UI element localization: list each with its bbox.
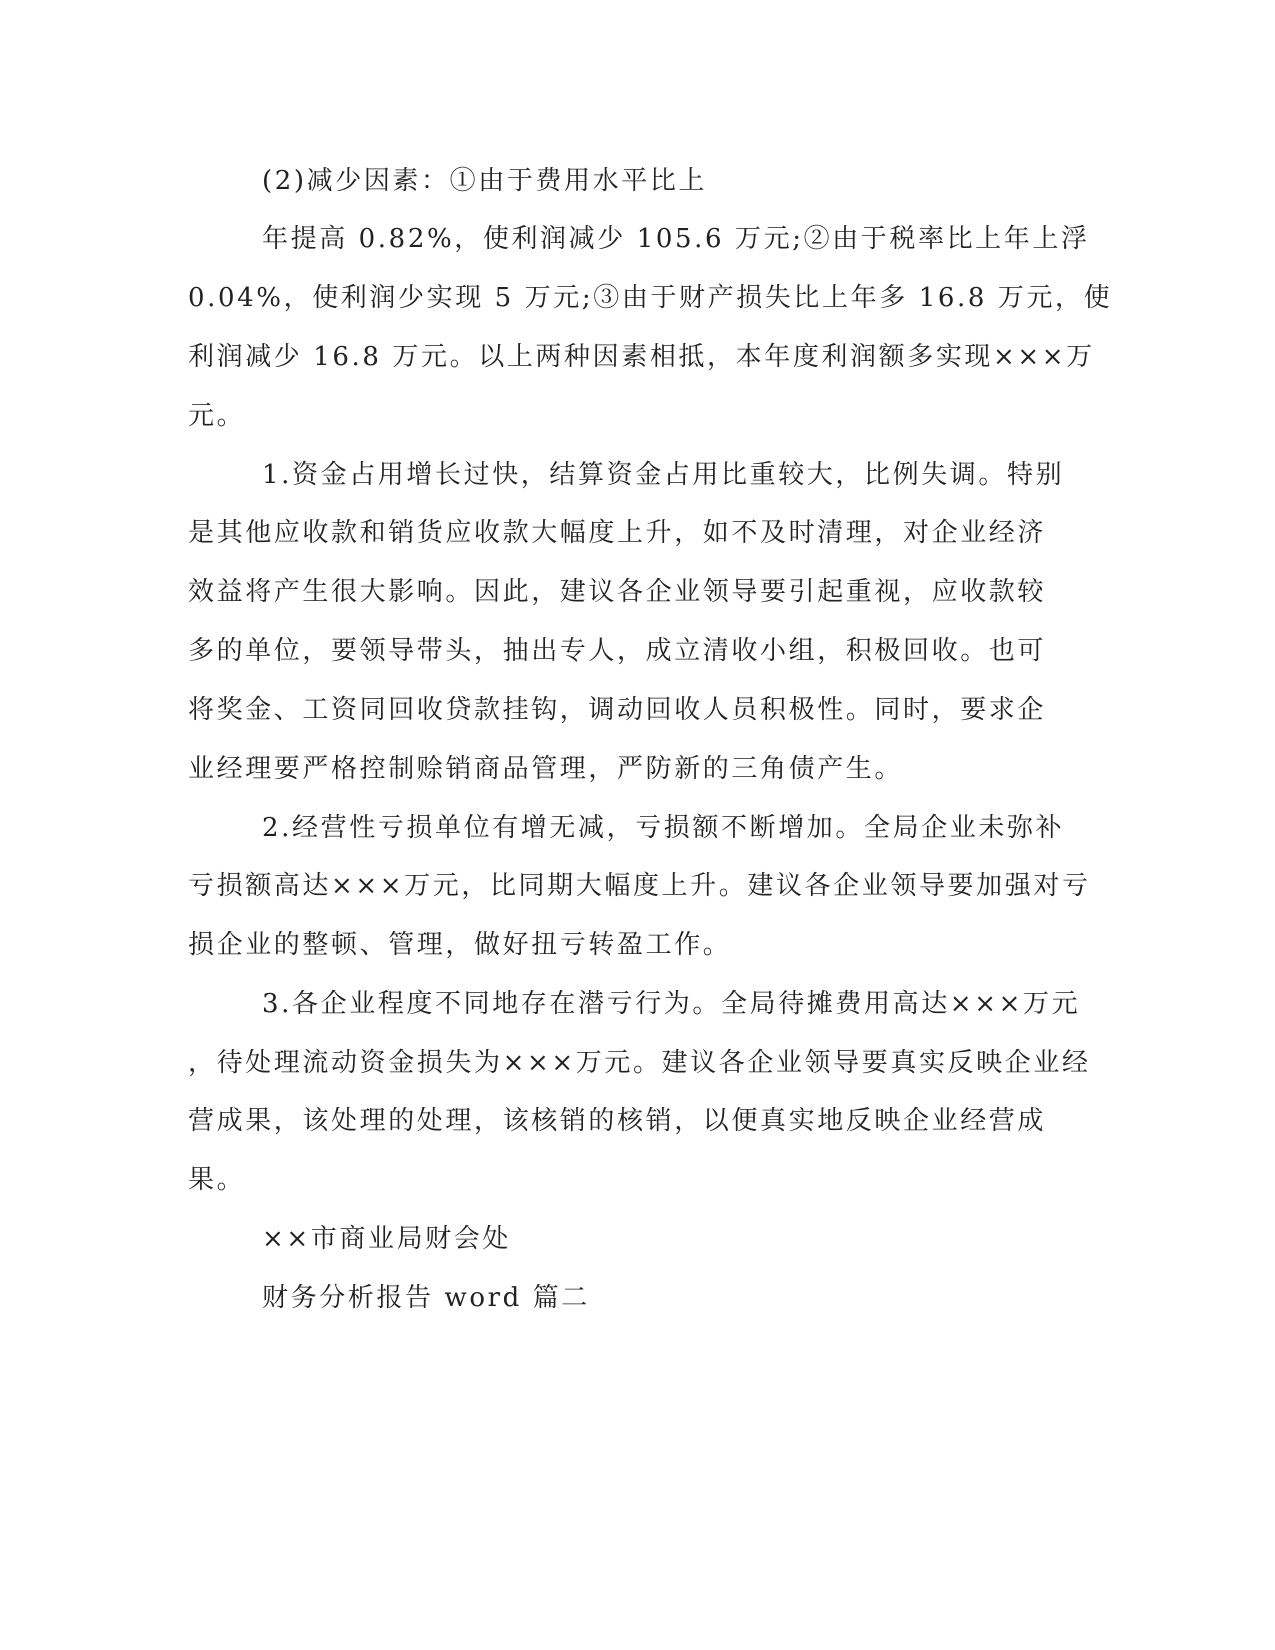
- text-line: 0.04%，使利润少实现 5 万元;③由于财产损失比上年多 16.8 万元，使: [188, 283, 1113, 313]
- text-line: 亏损额高达×××万元，比同期大幅度上升。建议各企业领导要加强对亏: [188, 871, 1091, 901]
- text-line: 年提高 0.82%，使利润减少 105.6 万元;②由于税率比上年上浮: [262, 224, 1090, 254]
- text-line: 业经理要严格控制赊销商品管理，严防新的三角债产生。: [188, 754, 904, 784]
- text-line: 利润减少 16.8 万元。以上两种因素相抵，本年度利润额多实现×××万: [188, 342, 1095, 372]
- text-line: ，待处理流动资金损失为×××万元。建议各企业领导要真实反映企业经: [188, 1048, 1091, 1078]
- text-line: 多的单位，要领导带头，抽出专人，成立清收小组，积极回收。也可: [188, 636, 1047, 666]
- text-line: 损企业的整顿、管理，做好扭亏转盈工作。: [188, 930, 732, 960]
- section-title: 财务分析报告 word 篇二: [262, 1283, 590, 1313]
- text-line: 2.经营性亏损单位有增无减，亏损额不断增加。全局企业未弥补: [262, 813, 1065, 843]
- text-line: 将奖金、工资同回收贷款挂钩，调动回收人员积极性。同时，要求企: [188, 695, 1047, 725]
- text-line: 营成果，该处理的处理，该核销的核销，以便真实地反映企业经营成: [188, 1106, 1047, 1136]
- text-line: 元。: [188, 401, 246, 431]
- text-line: 1.资金占用增长过快，结算资金占用比重较大，比例失调。特别: [262, 460, 1065, 490]
- text-line: 效益将产生很大影响。因此，建议各企业领导要引起重视，应收款较: [188, 577, 1047, 607]
- text-line: 果。: [188, 1165, 246, 1195]
- signature-line: ××市商业局财会处: [262, 1224, 511, 1254]
- text-line: 3.各企业程度不同地存在潜亏行为。全局待摊费用高达×××万元: [262, 989, 1081, 1019]
- text-line: 是其他应收款和销货应收款大幅度上升，如不及时清理，对企业经济: [188, 518, 1047, 548]
- text-line: (2)减少因素：①由于费用水平比上: [262, 166, 708, 196]
